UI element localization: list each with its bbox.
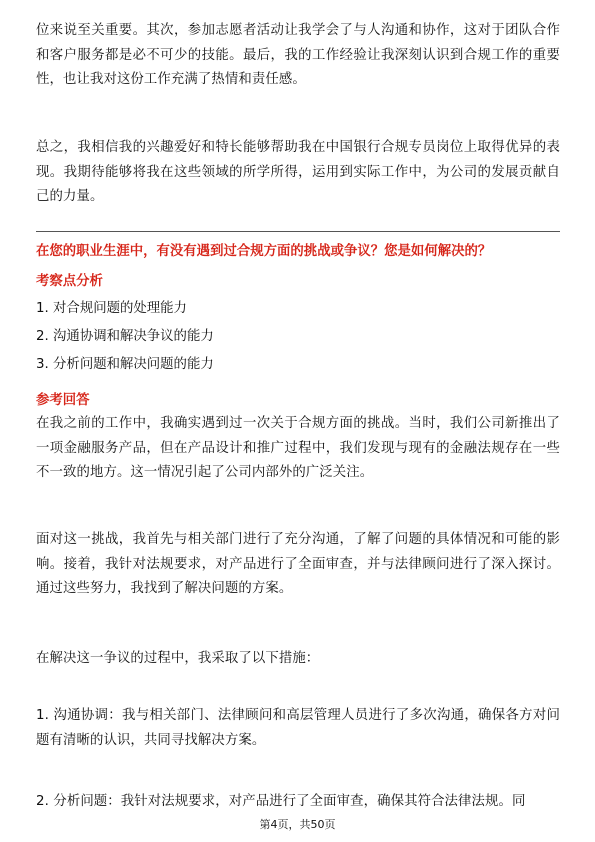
analysis-heading: 考察点分析 [36, 274, 103, 289]
intro-continuation-paragraph: 位来说至关重要。其次，参加志愿者活动让我学会了与人沟通和协作，这对于团队合作和客户服务都是必不可少的技能。最后，我的工作经验让我深刻认识到合规工作的重要性，也让我对这份工作充满了热情和责任感。 [36, 23, 560, 87]
summary-paragraph: 总之，我相信我的兴趣爱好和特长能够帮助我在中国银行合规专员岗位上取得优异的表现。我期待能够将我在这些领域的所学所得，运用到实际工作中，为公司的发展贡献自己的力量。 [36, 140, 560, 204]
answer-paragraph: 1. 沟通协调：我与相关部门、法律顾问和高层管理人员进行了多次沟通，确保各方对问题有清晰的认识，共同寻找解决方案。 [36, 708, 560, 748]
page-number-footer: 第4页，共50页 [259, 818, 336, 831]
section-divider [36, 231, 560, 232]
answer-paragraph: 2. 分析问题：我针对法规要求，对产品进行了全面审查，确保其符合法律法规。同 [36, 794, 526, 809]
analysis-point: 2. 沟通协调和解决争议的能力 [36, 329, 214, 344]
answer-paragraph: 面对这一挑战，我首先与相关部门进行了充分沟通，了解了问题的具体情况和可能的影响。接着，我针对法规要求，对产品进行了全面审查，并与法律顾问进行了深入探讨。通过这些努力，我找到了解决问题的方案。 [36, 532, 560, 596]
answer-heading: 参考回答 [36, 393, 90, 408]
analysis-point: 3. 分析问题和解决问题的能力 [36, 357, 214, 372]
analysis-point: 1. 对合规问题的处理能力 [36, 301, 187, 316]
answer-paragraph: 在我之前的工作中，我确实遇到过一次关于合规方面的挑战。当时，我们公司新推出了一项金融服务产品，但在产品设计和推广过程中，我们发现与现有的金融法规存在一些不一致的地方。这一情况引起了公司内部外的广泛关注。 [36, 416, 560, 480]
answer-paragraph: 在解决这一争议的过程中，我采取了以下措施： [36, 651, 320, 666]
interview-question: 在您的职业生涯中，有没有遇到过合规方面的挑战或争议？您是如何解决的？ [36, 244, 492, 259]
